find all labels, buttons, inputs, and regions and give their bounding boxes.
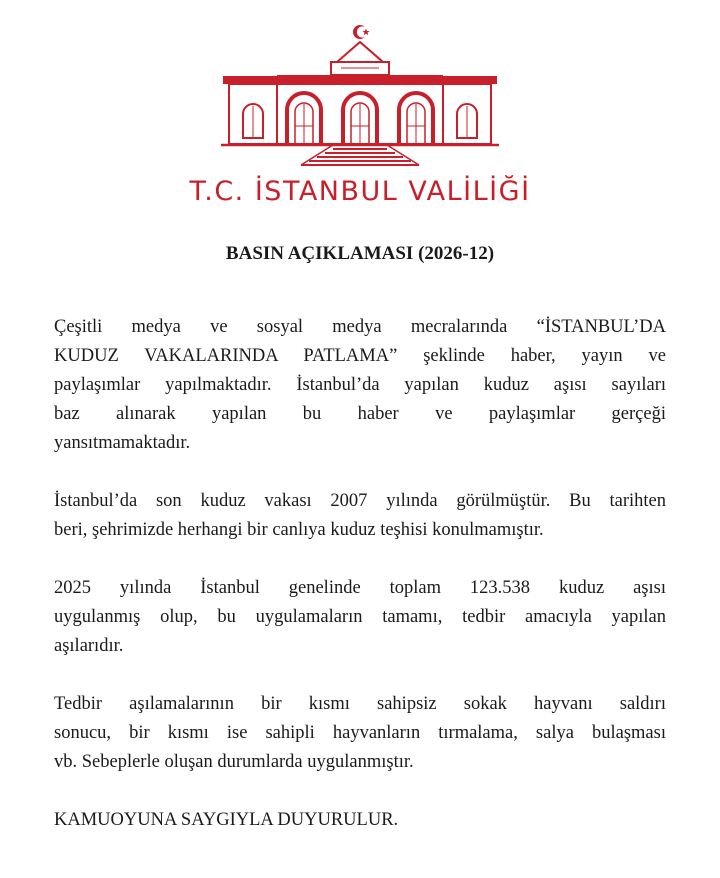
paragraph-4 <box>54 690 666 777</box>
text-line: vb. Sebeplerle oluşan durumlarda uygulanmıştır. <box>54 752 414 772</box>
text-line: yansıtmamaktadır. <box>54 433 191 453</box>
text-line: aşılarıdır. <box>54 636 124 656</box>
text-line: KUDUZ VAKALARINDA PATLAMA” şeklinde haber, yayın ve <box>54 346 666 366</box>
governorate-building-icon <box>215 18 505 186</box>
paragraph-3 <box>54 574 666 661</box>
paragraph-1 <box>54 313 666 458</box>
text-line: uygulanmış olup, bu uygulamaların tamamı, tedbir amacıyla yapılan <box>54 607 666 627</box>
text-line: paylaşımlar yapılmaktadır. İstanbul’da yapılan kuduz aşısı sayıları <box>54 375 666 395</box>
text-line: baz alınarak yapılan bu haber ve paylaşımlar gerçeği <box>54 404 666 424</box>
text-line: beri, şehrimizde herhangi bir canlıya kuduz teşhisi konulmamıştır. <box>54 520 544 540</box>
paragraph-2 <box>54 487 666 545</box>
text-line: KAMUOYUNA SAYGIYLA DUYURULUR. <box>54 810 399 830</box>
text-line: Çeşitli medya ve sosyal medya mecralarında “İSTANBUL’DA <box>54 317 666 337</box>
document-title: BASIN AÇIKLAMASI (2026-12) <box>225 243 495 264</box>
text-line: İstanbul’da son kuduz vakası 2007 yılında görülmüştür. Bu tarihten <box>54 491 666 511</box>
text-line: 2025 yılında İstanbul genelinde toplam 123.538 kuduz aşısı <box>54 578 666 598</box>
closing-statement <box>54 806 666 835</box>
text-line: Tedbir aşılamalarının bir kısmı sahipsiz sokak hayvanı saldırı <box>54 694 666 714</box>
text-line: sonucu, bir kısmı ise sahipli hayvanların tırmalama, salya bulaşması <box>54 723 666 743</box>
logo-caption: T.C. İSTANBUL VALİLİĞİ <box>189 176 531 207</box>
